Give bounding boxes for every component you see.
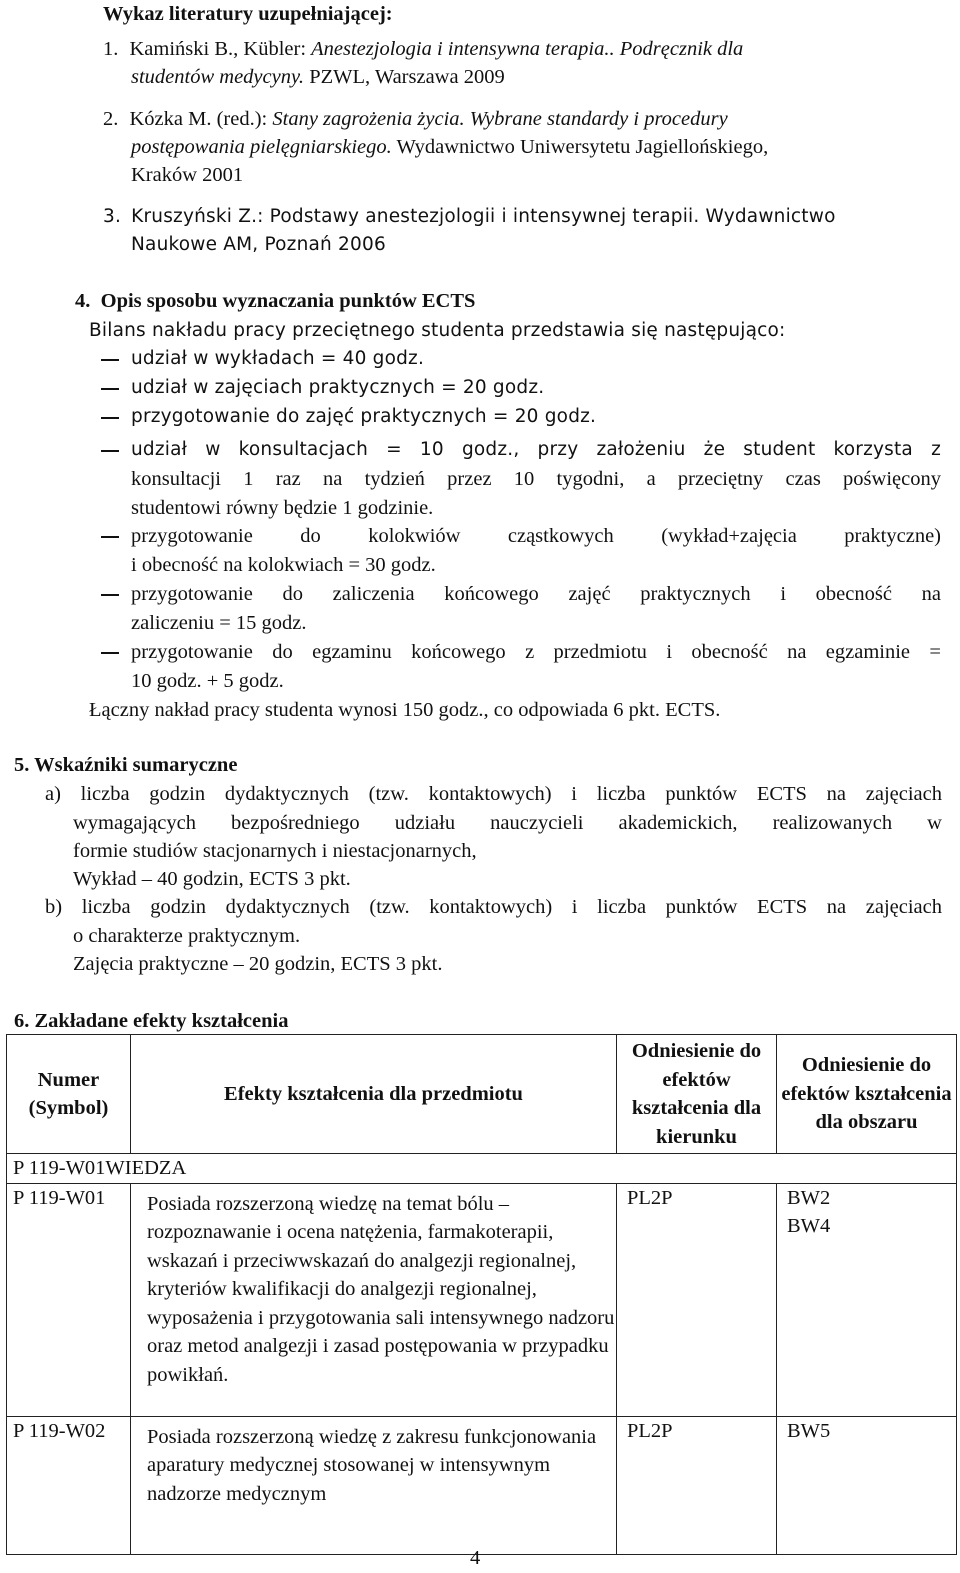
dash-bullet <box>101 388 119 390</box>
ects-item-7-line2: 10 godz. + 5 godz. <box>131 670 284 692</box>
learning-outcomes-table <box>6 1034 957 1555</box>
dash-bullet <box>101 359 119 361</box>
section5-a-line1: a) liczba godzin dydaktycznych (tzw. kontaktowych) i liczba punktów ECTS na zajęciach <box>45 783 942 805</box>
table-row <box>7 1183 957 1416</box>
header-symbol: Numer (Symbol) <box>7 1035 131 1154</box>
header-ref-obszar: Odniesienie do efektów kształcenia dla obszaru <box>777 1035 957 1154</box>
bib-title: Stany zagrożenia życia. Wybrane standardy i procedury <box>272 108 728 130</box>
header-ref-kierunek: Odniesienie do efektów kształcenia dla kierunku <box>617 1035 777 1154</box>
ects-item-4-line2: konsultacji 1 raz na tydzień przez 10 tygodni, a przeciętny czas poświęcony <box>131 468 941 490</box>
outcome-symbol: P 119-W01 <box>7 1183 131 1416</box>
table-group-row <box>7 1154 957 1184</box>
section4-intro: Bilans nakładu pracy przeciętnego studenta przedstawia się następująco: <box>89 320 786 341</box>
bib-item-num: 1. <box>103 38 119 60</box>
ects-item-6-line2: zaliczeniu = 15 godz. <box>131 612 307 634</box>
outcome-ref-obszar: BW5 <box>777 1416 957 1554</box>
page-number: 4 <box>470 1547 481 1569</box>
table-row <box>7 1416 957 1554</box>
bib-item-2-line3: Kraków 2001 <box>131 164 244 186</box>
section6-heading: 6. Zakładane efekty kształcenia <box>14 1010 289 1032</box>
section5-a-line3: formie studiów stacjonarnych i niestacjonarnych, <box>73 840 477 862</box>
ects-item-6-line1: przygotowanie do zaliczenia końcowego zajęć praktycznych i obecność na <box>131 583 941 605</box>
section5-a-line4: Wykład – 40 godzin, ECTS 3 pkt. <box>73 868 351 890</box>
bib-item-1-line1 <box>103 35 743 64</box>
bib-item-1-line2 <box>131 63 505 92</box>
bib-title: Anestezjologia i intensywna terapia. <box>311 38 610 60</box>
bibliography-heading: Wykaz literatury uzupełniającej: <box>103 3 393 25</box>
bib-authors: Kózka M. (red.): <box>129 108 268 130</box>
outcome-ref-obszar-text: BW2 BW4 <box>787 1186 831 1237</box>
bib-item-num: 3. <box>103 206 122 227</box>
outcome-symbol: P 119-W02 <box>7 1416 131 1554</box>
ects-item-4-line1: udział w konsultacjach = 10 godz., przy założeniu że student korzysta z <box>131 439 941 460</box>
bib-text: Kruszyński Z.: Podstawy anestezjologii i intensywnej terapii. Wydawnictwo <box>131 206 836 227</box>
table-header-row <box>7 1035 957 1154</box>
ects-item-3: przygotowanie do zajęć praktycznych = 20 godz. <box>131 406 597 427</box>
section5-heading: 5. Wskaźniki sumaryczne <box>14 754 238 776</box>
bib-item-2-line1 <box>103 105 728 134</box>
ects-item-7-line1: przygotowanie do egzaminu końcowego z przedmiotu i obecność na egzaminie = <box>131 641 941 663</box>
dash-bullet <box>101 594 119 596</box>
bib-publisher: Wydawnictwo Uniwersytetu Jagiellońskiego, <box>391 136 769 158</box>
section5-a-line2: wymagających bezpośredniego udziału nauczycieli akademickich, realizowanych w <box>73 812 942 834</box>
ects-item-4-line3: studentowi równy będzie 1 godzinie. <box>131 497 434 519</box>
dash-bullet <box>101 652 119 654</box>
section5-b-line3: Zajęcia praktyczne – 20 godzin, ECTS 3 pkt. <box>73 953 443 975</box>
section5-b-line1: b) liczba godzin dydaktycznych (tzw. kontaktowych) i liczba punktów ECTS na zajęciach <box>45 896 942 918</box>
section5-b-line2: o charakterze praktycznym. <box>73 925 301 947</box>
bib-item-2-line2 <box>131 133 768 162</box>
section4-heading: 4. Opis sposobu wyznaczania punktów ECTS <box>75 290 476 312</box>
bib-publisher: PZWL, Warszawa 2009 <box>304 66 505 88</box>
header-outcomes: Efekty kształcenia dla przedmiotu <box>131 1035 617 1154</box>
outcome-ref-obszar <box>777 1183 957 1416</box>
ects-total: Łączny nakład pracy studenta wynosi 150 godz., co odpowiada 6 pkt. ECTS. <box>89 699 721 721</box>
ects-item-1: udział w wykładach = 40 godz. <box>131 348 425 369</box>
ects-item-2: udział w zajęciach praktycznych = 20 godz. <box>131 377 545 398</box>
dash-bullet <box>101 450 119 452</box>
bib-title-cont: studentów medycyny. <box>131 66 305 88</box>
outcome-description: Posiada rozszerzoną wiedzę z zakresu funkcjonowania aparatury medycznej stosowanej w intensywnym nadzorze medycznym <box>131 1416 617 1554</box>
bib-title-rest: . Podręcznik dla <box>609 38 744 60</box>
bib-title-cont: postępowania pielęgniarskiego. <box>131 136 392 158</box>
bib-authors: Kamiński B., Kübler: <box>129 38 307 60</box>
dash-bullet <box>101 536 119 538</box>
bib-item-num: 2. <box>103 108 119 130</box>
group-label-wiedza: P 119-W01WIEDZA <box>7 1154 957 1184</box>
outcome-ref-kierunek: PL2P <box>617 1183 777 1416</box>
ects-item-5-line1: przygotowanie do kolokwiów cząstkowych (wykład+zajęcia praktyczne) <box>131 525 941 547</box>
dash-bullet <box>101 417 119 419</box>
outcome-description: Posiada rozszerzoną wiedzę na temat bólu – rozpoznawanie i ocena natężenia, farmakoterapii, wskazań i przeciwwskazań do analgezji regionalnej, kryteriów kwalifikacji do analgezji regionalnej, wyposażenia i przygotowania sali intensywnego nadzoru oraz metod analgezji i zasad postępowania w przypadku powikłań. <box>131 1183 617 1416</box>
ects-item-5-line2: i obecność na kolokwiach = 30 godz. <box>131 554 436 576</box>
bib-item-3-line1 <box>103 203 836 232</box>
outcome-ref-kierunek: PL2P <box>617 1416 777 1554</box>
bib-item-3-line2: Naukowe AM, Poznań 2006 <box>131 234 386 255</box>
